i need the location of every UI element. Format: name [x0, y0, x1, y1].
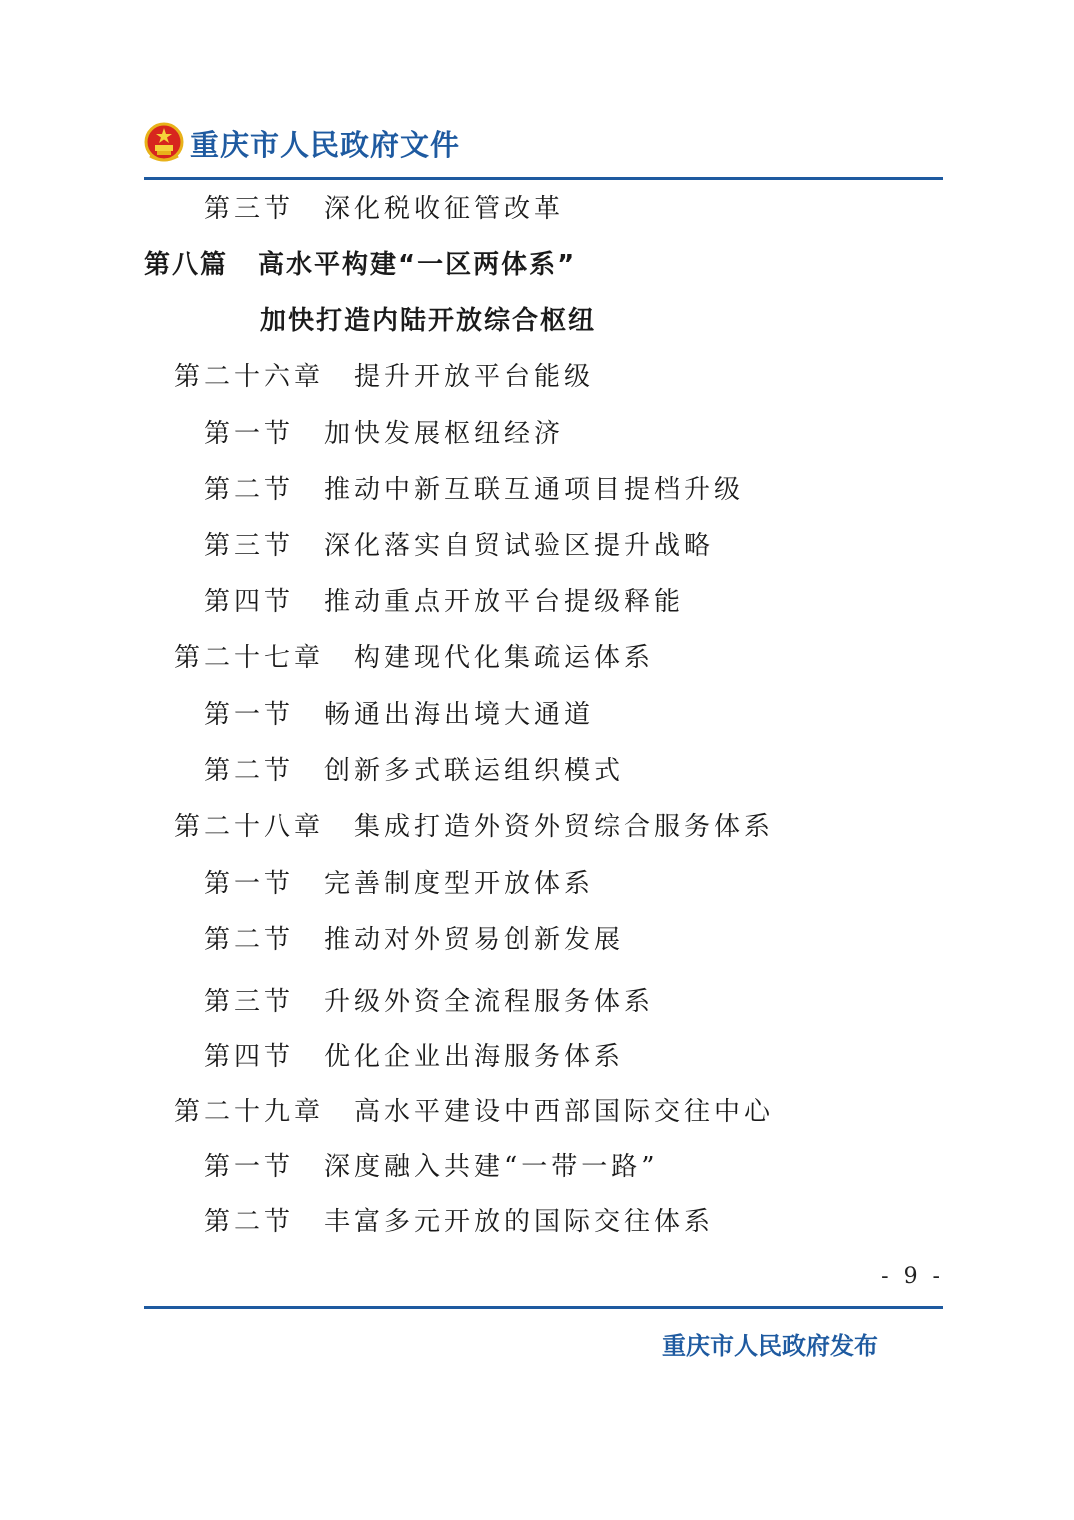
chapter-number: 第二十六章 [174, 362, 325, 392]
toc-section [204, 750, 624, 787]
header-divider [144, 177, 943, 180]
chapter-title: 构建现代化集疏运体系 [354, 643, 655, 673]
national-emblem-icon [144, 122, 184, 164]
toc-section [204, 1201, 714, 1238]
section-title: 推动中新互联互通项目提档升级 [324, 475, 745, 505]
chapter-number: 第二十七章 [174, 643, 325, 673]
section-title: 推动重点开放平台提级释能 [324, 587, 685, 617]
toc-section [204, 1036, 624, 1073]
toc-section [204, 694, 594, 731]
toc-section [204, 525, 714, 562]
part-number: 第八篇 [144, 250, 229, 280]
section-number: 第三节 [204, 194, 295, 224]
section-number: 第二节 [204, 756, 295, 786]
toc-chapter [174, 356, 594, 393]
section-title: 丰富多元开放的国际交往体系 [324, 1207, 715, 1237]
toc-section [204, 413, 564, 450]
toc-chapter [174, 1091, 774, 1128]
section-title: 深化落实自贸试验区提升战略 [324, 531, 715, 561]
section-number: 第二节 [204, 1207, 295, 1237]
section-title: 深化税收征管改革 [324, 194, 565, 224]
section-title: 加快发展枢纽经济 [324, 419, 565, 449]
section-number: 第一节 [204, 1152, 295, 1182]
part-title: 高水平构建“一区两体系” [258, 250, 577, 280]
section-number: 第四节 [204, 587, 295, 617]
chapter-title: 提升开放平台能级 [354, 362, 595, 392]
part-title-continued: 加快打造内陆开放综合枢纽 [260, 306, 597, 336]
toc-chapter [174, 806, 774, 843]
section-number: 第一节 [204, 869, 295, 899]
section-title: 优化企业出海服务体系 [324, 1042, 625, 1072]
toc-section [204, 981, 654, 1018]
page-number: - 9 - [881, 1264, 944, 1289]
section-number: 第一节 [204, 419, 295, 449]
toc-chapter [174, 637, 654, 674]
toc-section [204, 919, 624, 956]
footer-divider [144, 1306, 943, 1309]
chapter-number: 第二十九章 [174, 1097, 325, 1127]
chapter-number: 第二十八章 [174, 812, 325, 842]
section-number: 第四节 [204, 1042, 295, 1072]
toc-section [204, 188, 564, 225]
header-title: 重庆市人民政府文件 [190, 127, 461, 162]
section-title: 深度融入共建“一带一路” [324, 1152, 659, 1182]
chapter-title: 集成打造外资外贸综合服务体系 [354, 812, 775, 842]
section-title: 创新多式联运组织模式 [324, 756, 625, 786]
section-title: 升级外资全流程服务体系 [324, 987, 655, 1017]
section-number: 第三节 [204, 987, 295, 1017]
section-title: 畅通出海出境大通道 [324, 700, 595, 730]
document-header [144, 118, 460, 168]
chapter-title: 高水平建设中西部国际交往中心 [354, 1097, 775, 1127]
toc-section [204, 469, 744, 506]
toc-part-continuation [260, 300, 596, 337]
section-number: 第三节 [204, 531, 295, 561]
toc-section [204, 1146, 659, 1183]
section-number: 第一节 [204, 700, 295, 730]
section-number: 第二节 [204, 925, 295, 955]
toc-part [144, 244, 576, 281]
toc-section [204, 581, 684, 618]
section-title: 完善制度型开放体系 [324, 869, 595, 899]
section-title: 推动对外贸易创新发展 [324, 925, 625, 955]
section-number: 第二节 [204, 475, 295, 505]
footer-publisher: 重庆市人民政府发布 [662, 1332, 878, 1360]
toc-section [204, 863, 594, 900]
